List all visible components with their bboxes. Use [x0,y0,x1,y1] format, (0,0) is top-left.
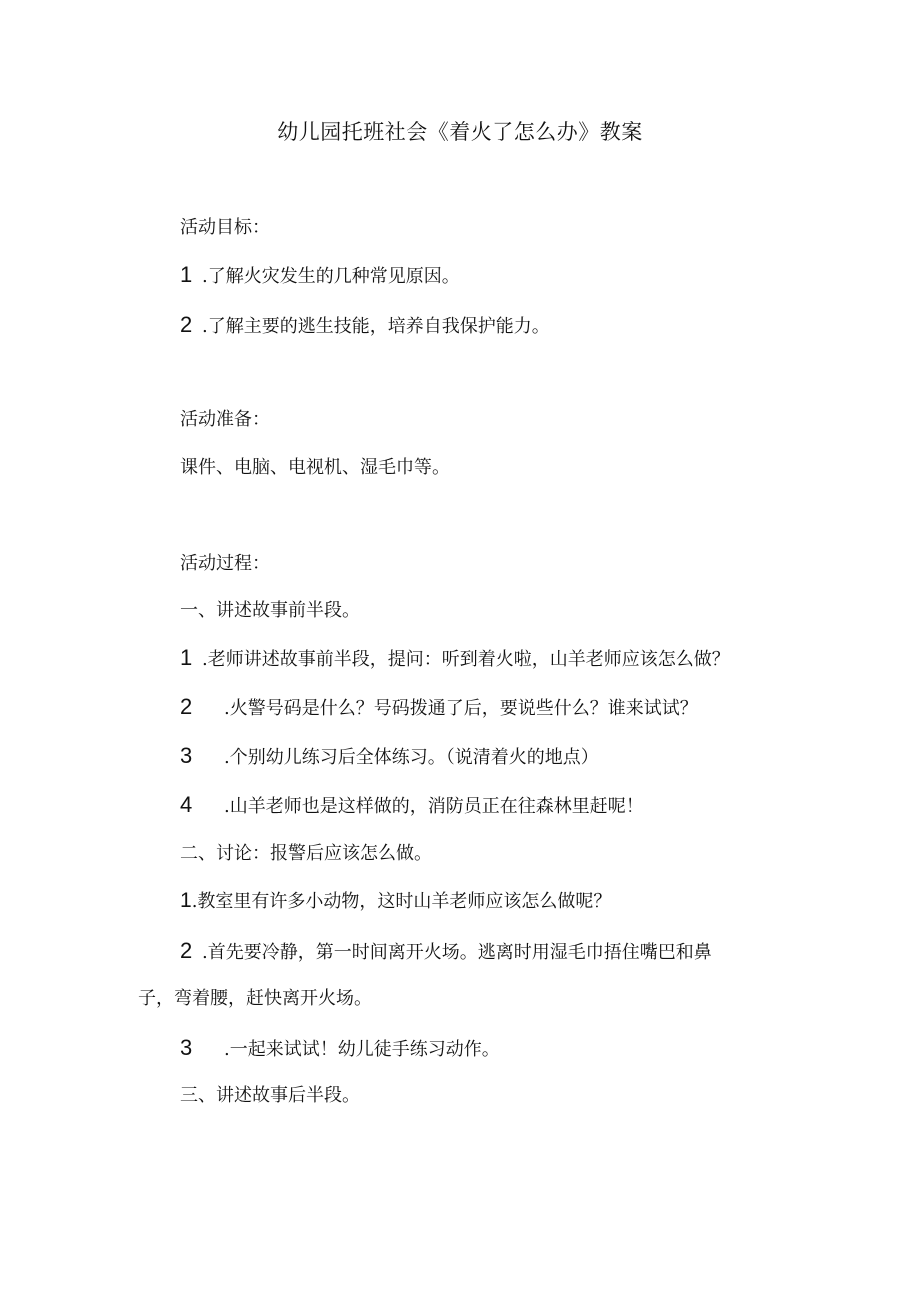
section2-item [180,938,712,966]
section2-item-continuation: 子，弯着腰，赶快离开火场。 [138,988,372,1009]
item-number: 1 [180,645,193,670]
item-number: 3 [180,1035,193,1060]
section2-item [180,888,611,915]
item-text: .山羊老师也是这样做的，消防员正在往森林里赶呢！ [224,796,644,817]
section2-item [180,1035,500,1063]
item-text: .首先要冷静，第一时间离开火场。逃离时用湿毛巾捂住嘴巴和鼻 [202,942,712,963]
item-number: 1 [180,889,192,912]
section3-heading: 三、讲述故事后半段。 [180,1085,360,1106]
item-number: 2 [180,694,193,719]
item-text: .教室里有许多小动物，这时山羊老师应该怎么做呢？ [191,891,612,912]
item-number: 3 [180,743,193,768]
item-number: 4 [180,792,193,817]
goal-text: .了解主要的逃生技能，培养自我保护能力。 [202,316,550,337]
process-heading: 活动过程： [180,553,270,574]
goals-heading: 活动目标： [180,217,270,238]
prep-text: 课件、电脑、电视机、湿毛巾等。 [180,457,450,478]
item-text: .老师讲述故事前半段，提问：听到着火啦，山羊老师应该怎么做？ [202,649,730,670]
goal-number: 2 [180,312,193,337]
item-text: .火警号码是什么？号码拨通了后，要说些什么？谁来试试？ [224,698,698,719]
goal-text: .了解火灾发生的几种常见原因。 [202,266,460,287]
section1-item [180,645,730,673]
document-title: 幼儿园托班社会《着火了怎么办》教案 [277,120,643,144]
item-text: .一起来试试！幼儿徒手练习动作。 [224,1039,500,1060]
section1-heading: 一、讲述故事前半段。 [180,600,360,621]
goal-item [180,312,550,340]
section1-item [180,694,698,722]
goal-number: 1 [180,262,193,287]
goal-item [180,262,460,290]
section1-item [180,743,599,771]
section2-heading: 二、讨论：报警后应该怎么做。 [180,843,432,864]
item-number: 2 [180,938,193,963]
item-text: .个别幼儿练习后全体练习。（说清着火的地点） [224,747,599,768]
prep-heading: 活动准备： [180,409,270,430]
section1-item [180,792,644,820]
